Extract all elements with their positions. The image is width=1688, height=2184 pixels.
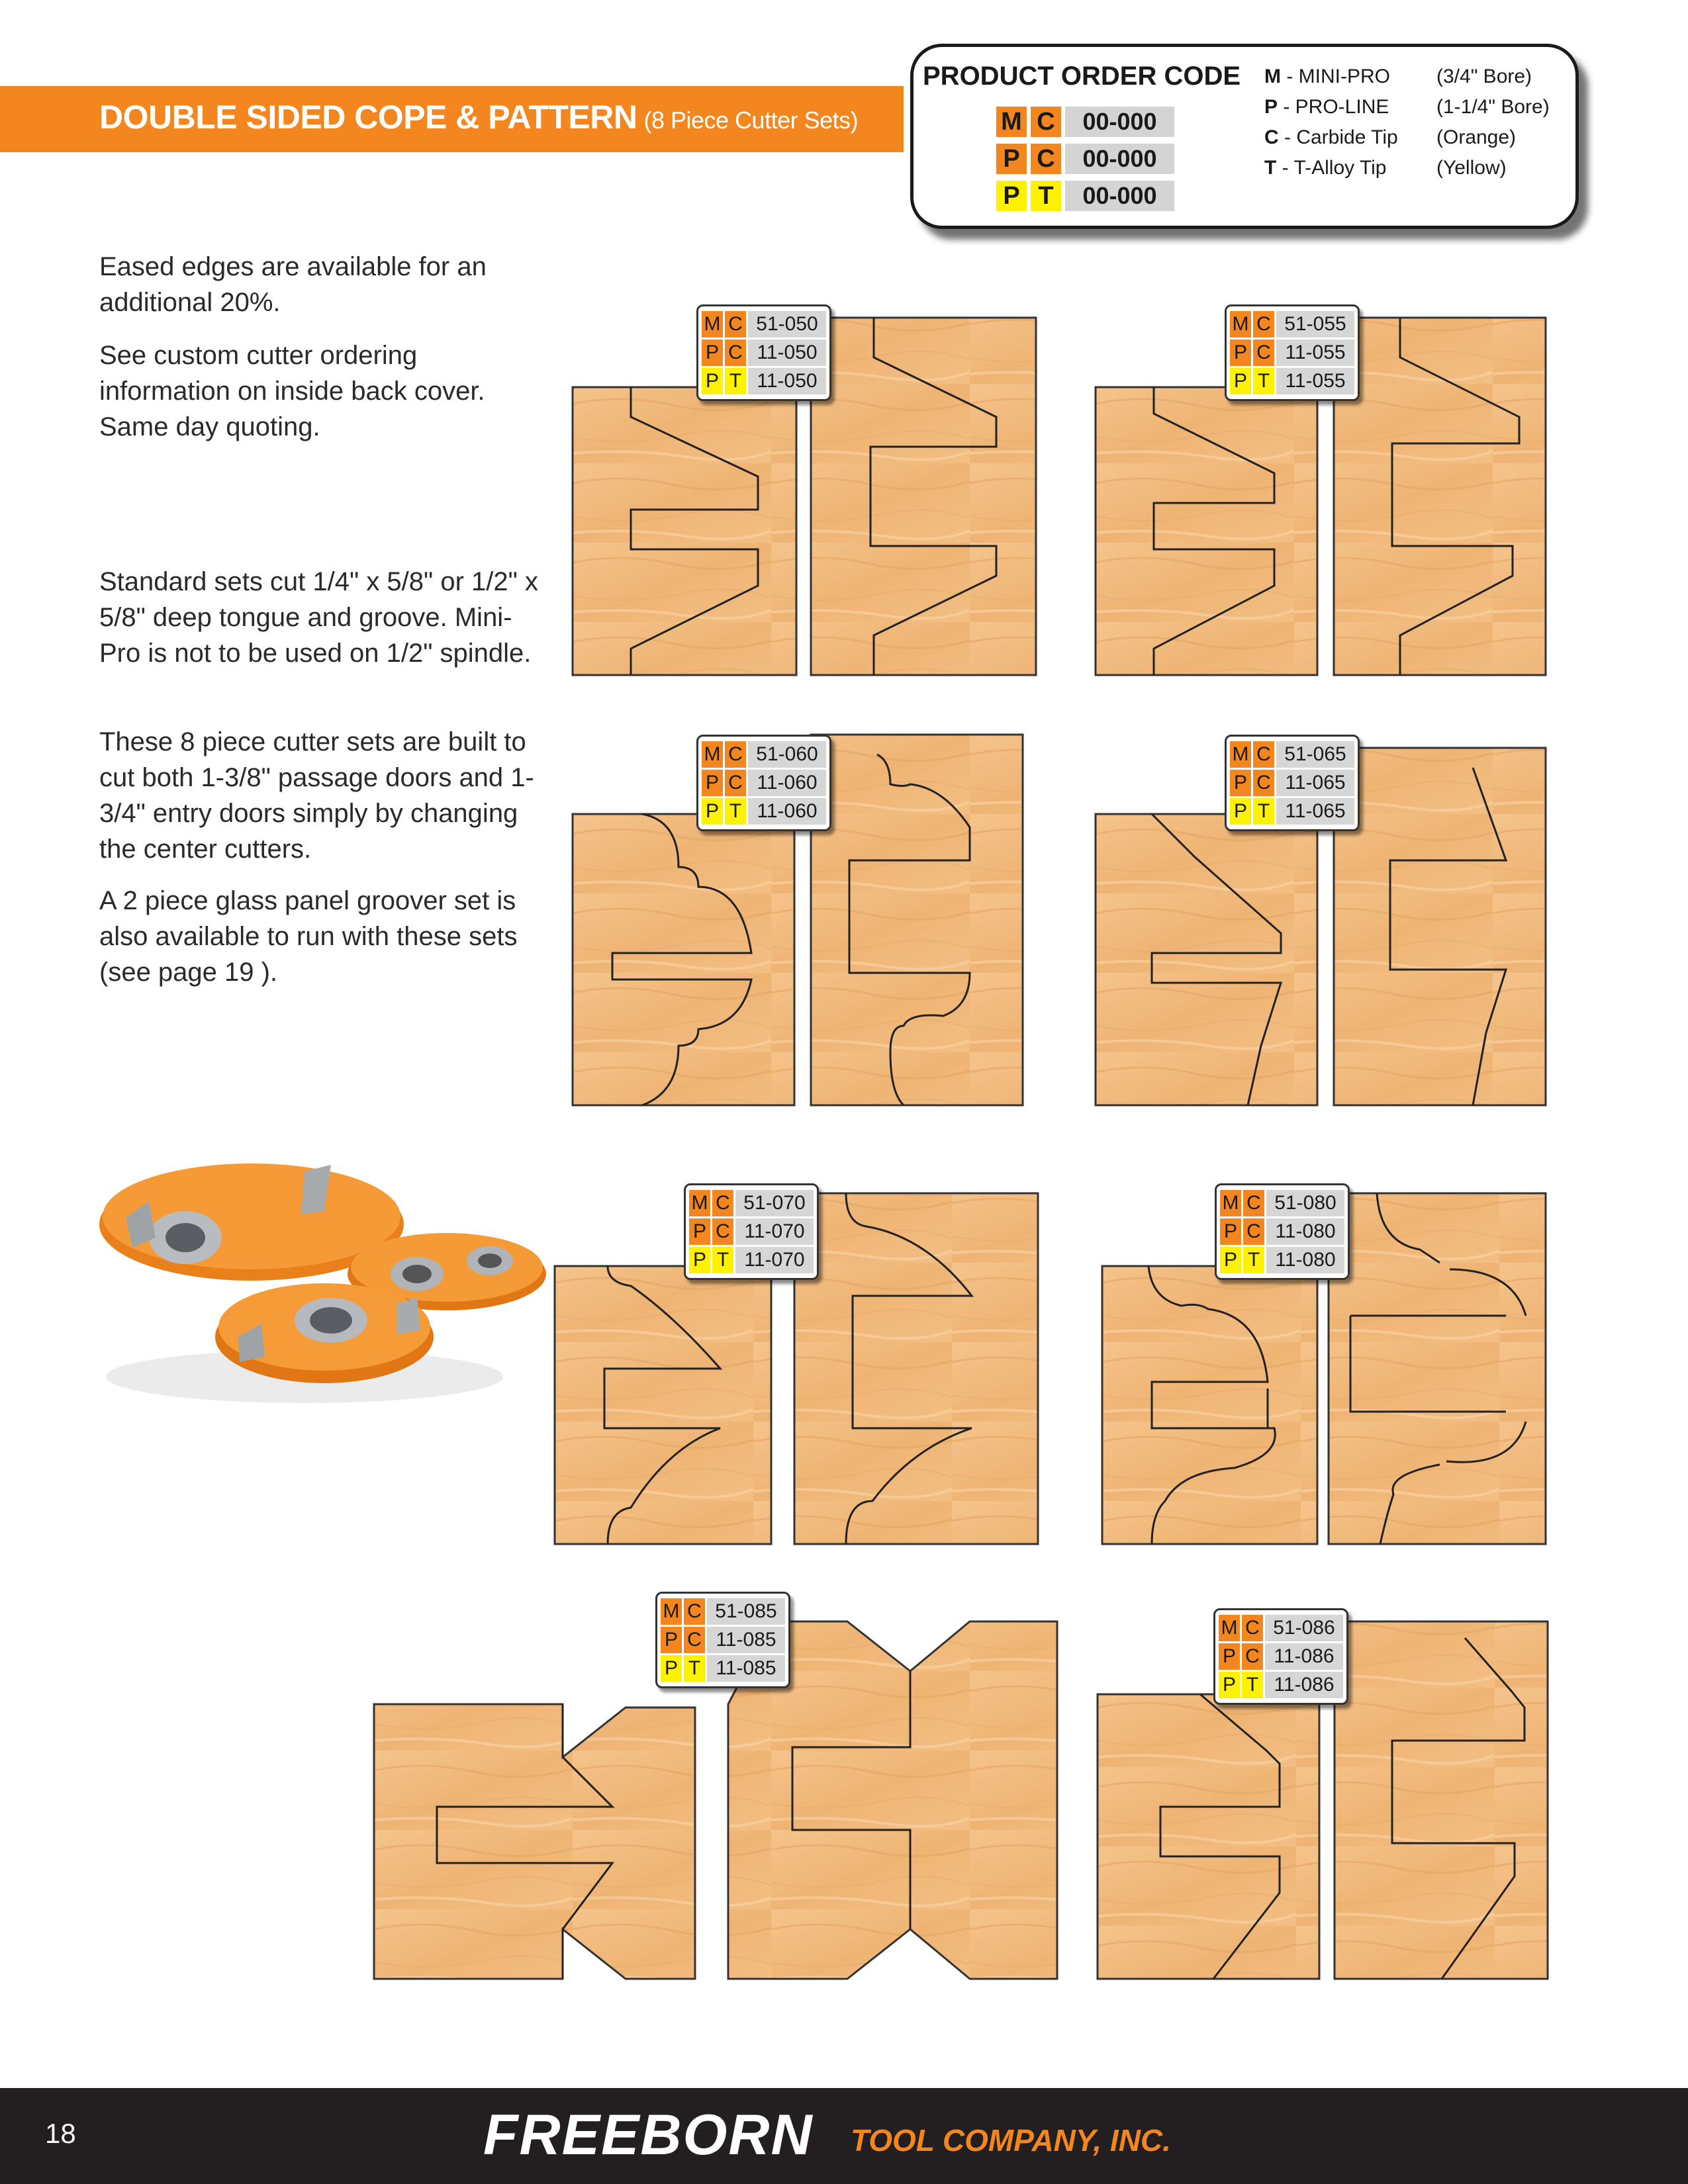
badge-letter: P — [1230, 340, 1251, 366]
product-code-badge — [1215, 1183, 1350, 1280]
badge-code: 11-055 — [1276, 368, 1354, 394]
order-code-number: 00-000 — [1065, 181, 1174, 211]
order-code-letter: M — [996, 107, 1027, 137]
badge-letter: C — [1242, 1643, 1263, 1670]
wood-piece-left — [555, 1266, 771, 1544]
order-code-letter: C — [1031, 107, 1061, 137]
badge-letter: C — [725, 311, 746, 338]
legend-line: T - T-Alloy Tip — [1264, 157, 1387, 179]
product-panel-51-080 — [1102, 1183, 1546, 1544]
badge-code: 51-065 — [1276, 741, 1354, 768]
badge-letter: P — [702, 798, 723, 825]
badge-row — [1219, 1672, 1343, 1698]
badge-letter: P — [1220, 1218, 1241, 1245]
wood-piece-left — [573, 814, 794, 1105]
cutter-image-front — [215, 1283, 434, 1383]
intro-paragraph-glass-groover: A 2 piece glass panel groover set is also available to run with these sets (see page 19 ). — [99, 886, 518, 987]
badge-letter: M — [1230, 741, 1251, 768]
badge-code: 51-080 — [1266, 1190, 1344, 1216]
badge-letter: C — [1242, 1615, 1263, 1641]
badge-code: 11-070 — [735, 1247, 814, 1273]
legend-line: M - MINI-PRO — [1264, 66, 1390, 87]
badge-letter: T — [1253, 798, 1274, 825]
badge-letter: M — [1219, 1615, 1240, 1641]
order-code-row — [996, 107, 1174, 137]
product-panel-51-065 — [1096, 735, 1546, 1105]
badge-code: 11-050 — [748, 368, 826, 394]
legend-note: (3/4" Bore) — [1436, 66, 1532, 87]
badge-letter: T — [712, 1247, 733, 1273]
wood-piece-left — [374, 1704, 695, 1979]
badge-letter: P — [1230, 770, 1251, 796]
badge-code: 11-055 — [1276, 340, 1354, 366]
badge-row — [1219, 1643, 1343, 1670]
title-subtitle: (8 Piece Cutter Sets) — [643, 107, 859, 134]
brand-subtitle: TOOL COMPANY, INC. — [851, 2123, 1171, 2158]
product-panel-51-070 — [555, 1183, 1038, 1544]
badge-letter: T — [725, 798, 746, 825]
title-text: DOUBLE SIDED COPE & PATTERN — [99, 99, 637, 136]
wood-piece-right — [1329, 1193, 1546, 1544]
legend-note: (Orange) — [1436, 126, 1517, 148]
badge-letter: M — [689, 1190, 710, 1216]
badge-letter: P — [1219, 1643, 1240, 1670]
badge-row — [1230, 741, 1354, 768]
page-title — [99, 98, 858, 136]
badge-row — [1219, 1615, 1343, 1641]
legend-note: (Yellow) — [1436, 157, 1507, 179]
product-panel-51-085 — [374, 1592, 1059, 1979]
badge-code: 11-060 — [748, 798, 826, 825]
order-code-row — [996, 144, 1174, 174]
badge-letter: P — [1230, 798, 1251, 825]
badge-row — [702, 798, 826, 825]
badge-letter: M — [702, 741, 723, 768]
wood-piece-right — [811, 735, 1023, 1105]
order-code-number: 00-000 — [1065, 107, 1174, 137]
badge-row — [1220, 1247, 1344, 1273]
badge-letter: C — [1253, 770, 1274, 796]
product-code-badge — [696, 304, 831, 401]
badge-letter: P — [1219, 1672, 1240, 1698]
wood-piece-right — [1334, 748, 1546, 1105]
badge-code: 11-080 — [1266, 1218, 1344, 1245]
order-code-letter: C — [1031, 144, 1061, 174]
badge-code: 11-060 — [748, 770, 826, 796]
badge-code: 11-070 — [735, 1218, 814, 1245]
badge-row — [689, 1218, 814, 1245]
badge-row — [1230, 770, 1354, 796]
badge-code: 11-085 — [707, 1655, 785, 1682]
badge-code: 11-086 — [1265, 1672, 1343, 1698]
badge-row — [1220, 1218, 1344, 1245]
badge-code: 51-085 — [707, 1598, 785, 1625]
badge-letter: C — [1243, 1190, 1264, 1216]
product-code-badge — [1225, 735, 1360, 831]
intro-paragraph-custom-ordering: See custom cutter ordering information on inside back cover. Same day quoting. — [99, 341, 485, 441]
badge-code: 11-050 — [748, 340, 826, 366]
wood-piece-right — [811, 318, 1036, 675]
order-code-row — [996, 181, 1174, 211]
badge-letter: P — [661, 1655, 682, 1682]
badge-letter: C — [684, 1598, 705, 1625]
product-panel-51-055 — [1096, 304, 1546, 675]
badge-letter: T — [725, 368, 746, 394]
badge-letter: T — [684, 1655, 705, 1682]
badge-letter: T — [1243, 1247, 1264, 1273]
product-code-badge — [684, 1183, 819, 1280]
badge-letter: M — [661, 1598, 682, 1625]
order-code-number: 00-000 — [1065, 144, 1174, 174]
badge-letter: P — [1230, 368, 1251, 394]
badge-letter: C — [1253, 340, 1274, 366]
product-order-code-box — [910, 44, 1579, 229]
badge-letter: P — [689, 1218, 710, 1245]
product-panel-51-060 — [573, 735, 1023, 1105]
brand-logo: FREEBORN — [483, 2103, 814, 2167]
badge-letter: P — [702, 770, 723, 796]
legend-line: C - Carbide Tip — [1264, 126, 1398, 148]
badge-row — [1220, 1190, 1344, 1216]
wood-piece-left — [1096, 387, 1317, 675]
badge-row — [1230, 340, 1354, 366]
badge-row — [1230, 798, 1354, 825]
intro-paragraph-eight-piece: These 8 piece cutter sets are built to cut both 1-3/8" passage doors and 1-3/4" entry doors simply by changing the center cutters. — [99, 727, 534, 864]
badge-letter: M — [1230, 311, 1251, 338]
badge-code: 51-070 — [735, 1190, 814, 1216]
wood-piece-left — [1102, 1266, 1317, 1544]
intro-paragraph-standard-sets: Standard sets cut 1/4" x 5/8" or 1/2" x 5/8" deep tongue and groove. Mini-Pro is not to be used on 1/2" spindle. — [99, 567, 538, 668]
badge-letter: C — [712, 1218, 733, 1245]
wood-piece-right — [1334, 318, 1546, 675]
badge-letter: C — [1253, 741, 1274, 768]
badge-code: 11-080 — [1266, 1247, 1344, 1273]
badge-letter: M — [1220, 1190, 1241, 1216]
badge-code: 11-086 — [1265, 1643, 1343, 1670]
badge-row — [702, 311, 826, 338]
page-footer — [0, 2088, 1688, 2184]
badge-code: 11-065 — [1276, 770, 1354, 796]
badge-letter: C — [725, 770, 746, 796]
wood-piece-left — [1096, 814, 1317, 1105]
badge-letter: P — [702, 340, 723, 366]
badge-row — [661, 1655, 785, 1682]
badge-letter: P — [702, 368, 723, 394]
wood-piece-left — [1098, 1694, 1319, 1979]
badge-row — [702, 340, 826, 366]
legend-note: (1-1/4" Bore) — [1436, 96, 1550, 118]
badge-code: 51-055 — [1276, 311, 1354, 338]
badge-row — [661, 1598, 785, 1625]
wood-piece-right — [1335, 1621, 1548, 1979]
badge-letter: P — [661, 1627, 682, 1653]
product-code-badge — [655, 1592, 790, 1688]
badge-code: 51-050 — [748, 311, 826, 338]
page-number: 18 — [45, 2118, 76, 2149]
badge-row — [1230, 311, 1354, 338]
badge-row — [1230, 368, 1354, 394]
order-code-letter: P — [996, 181, 1027, 211]
order-code-letter: T — [1031, 181, 1061, 211]
badge-row — [702, 741, 826, 768]
badge-code: 51-086 — [1265, 1615, 1343, 1641]
intro-paragraph-eased-edges: Eased edges are available for an additional 20%. — [99, 252, 487, 317]
product-panel-51-050 — [573, 304, 1036, 675]
badge-row — [689, 1247, 814, 1273]
badge-code: 11-065 — [1276, 798, 1354, 825]
badge-letter: M — [702, 311, 723, 338]
legend-line: P - PRO-LINE — [1264, 96, 1389, 118]
badge-letter: C — [684, 1627, 705, 1653]
title-band — [0, 86, 904, 152]
order-code-title: PRODUCT ORDER CODE — [923, 62, 1241, 91]
product-code-badge — [1225, 304, 1360, 401]
badge-row — [702, 770, 826, 796]
badge-row — [689, 1190, 814, 1216]
badge-letter: T — [1242, 1672, 1263, 1698]
badge-letter: P — [1220, 1247, 1241, 1273]
badge-letter: P — [689, 1247, 710, 1273]
badge-letter: C — [712, 1190, 733, 1216]
badge-letter: C — [1243, 1218, 1264, 1245]
cutter-set-photo — [86, 1138, 549, 1416]
badge-letter: C — [1253, 311, 1274, 338]
badge-letter: C — [725, 340, 746, 366]
badge-code: 51-060 — [748, 741, 826, 768]
wood-piece-left — [573, 387, 796, 675]
product-panel-51-086 — [1098, 1608, 1548, 1979]
badge-letter: T — [1253, 368, 1274, 394]
badge-letter: C — [725, 741, 746, 768]
badge-row — [661, 1627, 785, 1653]
product-code-badge — [696, 735, 831, 831]
badge-row — [702, 368, 826, 394]
order-code-letter: P — [996, 144, 1027, 174]
product-code-badge — [1213, 1608, 1348, 1705]
badge-code: 11-085 — [707, 1627, 785, 1653]
